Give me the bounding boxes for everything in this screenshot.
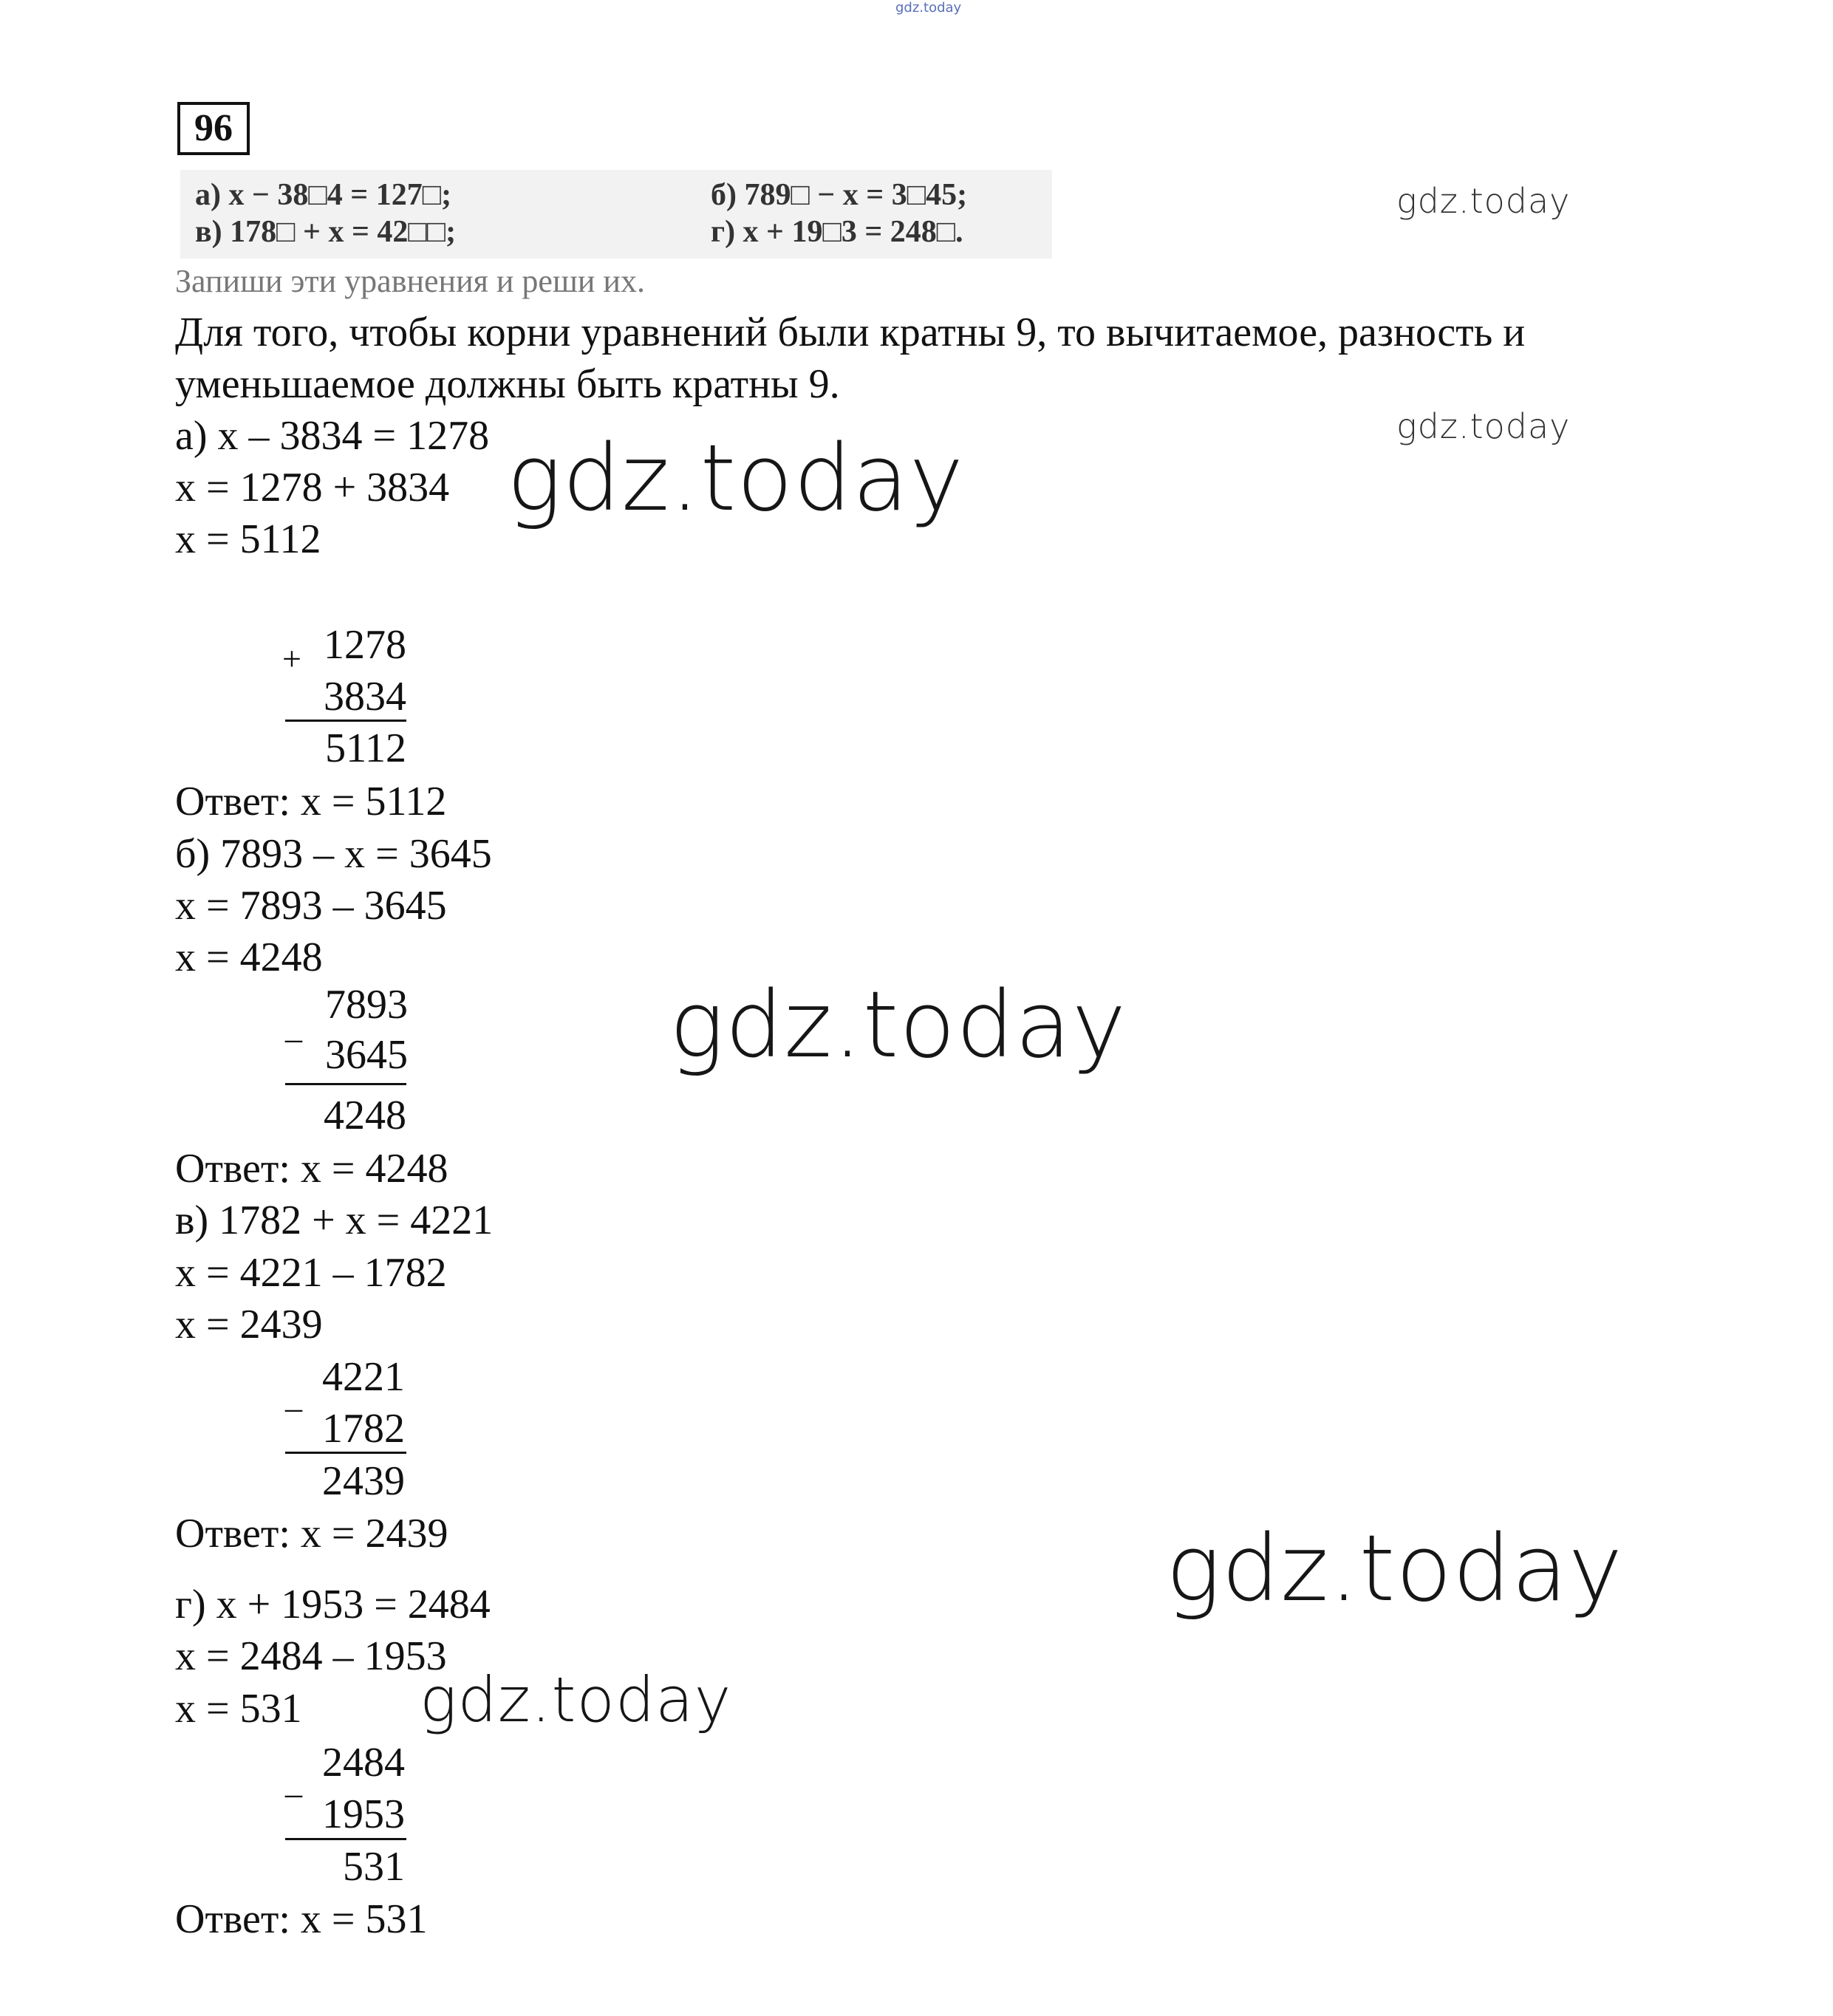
b-equation: б) 7893 – x = 3645: [175, 831, 492, 877]
a-equation: а) x – 3834 = 1278: [175, 413, 490, 459]
g-column-result: 531: [343, 1844, 405, 1890]
instruction: Запиши эти уравнения и реши их.: [175, 263, 645, 299]
task-v: в) 178□ + x = 42□□;: [195, 215, 457, 249]
b-column-bottom: 3645: [325, 1032, 408, 1078]
v-column-bottom: 1782: [322, 1406, 405, 1452]
b-column-sign: _: [285, 1008, 302, 1045]
watermark-big-a: gdz.today: [507, 426, 965, 532]
v-step-1: x = 4221 – 1782: [175, 1250, 447, 1296]
watermark-mid-d: gdz.today: [420, 1664, 732, 1736]
watermark-big-c: gdz.today: [1166, 1516, 1624, 1622]
g-column-sign: _: [285, 1763, 302, 1800]
b-answer: Ответ: x = 4248: [175, 1146, 448, 1192]
a-column-sign: +: [282, 640, 301, 677]
a-column-top: 1278: [324, 622, 406, 668]
g-step-2: x = 531: [175, 1686, 302, 1732]
b-step-1: x = 7893 – 3645: [175, 883, 447, 929]
v-step-2: x = 2439: [175, 1302, 323, 1347]
v-column-rule: [285, 1452, 406, 1454]
watermark-right-upper: gdz.today: [1396, 181, 1571, 221]
problem-number: 96: [177, 102, 250, 155]
b-step-2: x = 4248: [175, 934, 323, 980]
b-column-top: 7893: [325, 982, 408, 1028]
watermark-right-second: gdz.today: [1396, 406, 1571, 446]
a-column-result: 5112: [325, 725, 406, 771]
a-step-2: x = 5112: [175, 516, 321, 562]
intro-line-2: уменьшаемое должны быть кратны 9.: [175, 361, 840, 407]
top-watermark: gdz.today: [895, 0, 962, 16]
g-equation: г) x + 1953 = 2484: [175, 1582, 491, 1627]
g-column-top: 2484: [322, 1740, 405, 1786]
g-step-1: x = 2484 – 1953: [175, 1633, 447, 1679]
a-column-bottom: 3834: [324, 674, 406, 720]
intro-line-1: Для того, чтобы корни уравнений были кратны 9, то вычитаемое, разность и: [175, 310, 1526, 355]
g-answer: Ответ: x = 531: [175, 1896, 428, 1942]
a-step-1: x = 1278 + 3834: [175, 465, 450, 510]
a-column-rule: [285, 720, 406, 722]
b-column-rule: [285, 1083, 406, 1085]
watermark-big-b: gdz.today: [669, 972, 1127, 1079]
v-equation: в) 1782 + x = 4221: [175, 1197, 494, 1243]
task-b: б) 789□ − x = 3□45;: [711, 178, 968, 212]
a-answer: Ответ: x = 5112: [175, 779, 447, 824]
g-column-bottom: 1953: [322, 1791, 405, 1837]
task-a: а) x − 38□4 = 127□;: [195, 178, 452, 212]
g-column-rule: [285, 1838, 406, 1840]
v-column-top: 4221: [322, 1354, 405, 1400]
b-column-result: 4248: [324, 1093, 406, 1138]
task-g: г) x + 19□3 = 248□.: [711, 215, 963, 249]
v-column-result: 2439: [322, 1458, 405, 1504]
v-column-sign: _: [285, 1377, 302, 1415]
v-answer: Ответ: x = 2439: [175, 1511, 448, 1557]
